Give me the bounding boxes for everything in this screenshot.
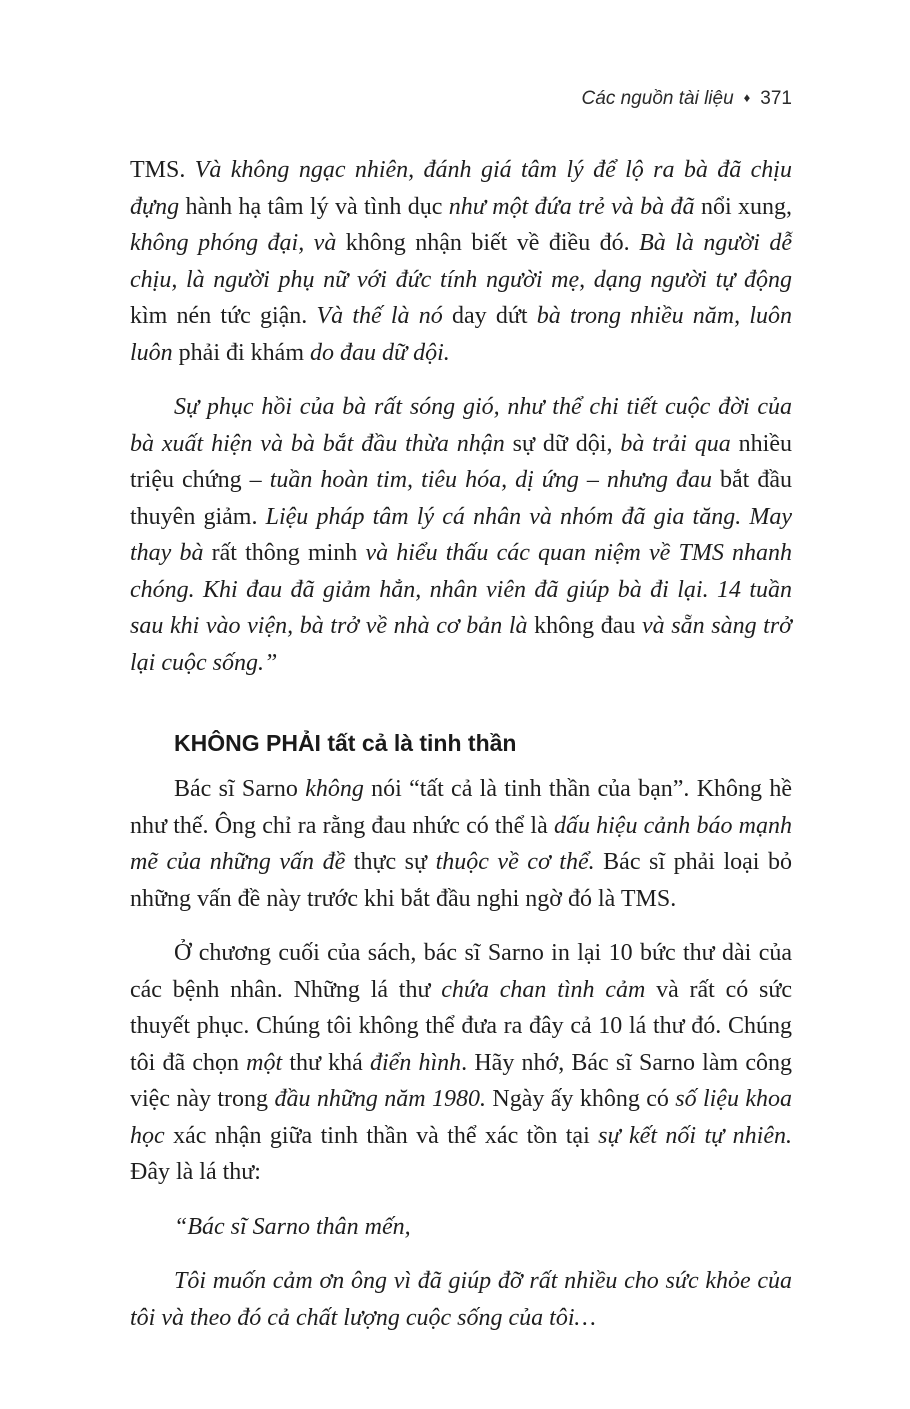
text-run: không nhận biết về điều đó.	[336, 230, 640, 256]
text-run: Bác sĩ Sarno	[174, 776, 306, 802]
text-run: . Hãy nhớ, Bác sĩ Sarno làm công việc này trong	[130, 1049, 792, 1112]
text-run: phải đi khám	[172, 339, 310, 366]
italic-run: dấu hiệu cảnh báo mạnh mẽ của những vấn đề	[130, 812, 792, 875]
page-body	[130, 152, 792, 1336]
italic-run: không	[305, 776, 364, 802]
paragraph-letters	[130, 935, 792, 1191]
italic-run: “Bác sĩ Sarno thân mến,	[174, 1213, 411, 1240]
text-run: xác nhận giữa tinh thần và thể xác tồn tại	[164, 1122, 599, 1149]
text-run: hành hạ tâm lý và tình dục	[179, 193, 449, 220]
text-run: nhiều triệu chứng –	[130, 430, 792, 493]
text-run: nổi xung,	[694, 193, 792, 220]
italic-run: Và không ngạc nhiên, đánh giá tâm lý để lộ ra bà đã chịu đựng	[130, 157, 792, 220]
section-heading: KHÔNG PHẢI tất cả là tinh thần	[174, 730, 517, 756]
italic-run: thuộc về cơ thể.	[435, 849, 595, 875]
diamond-separator-icon: ♦	[743, 90, 751, 105]
italic-run: điển hình	[370, 1049, 462, 1076]
chapter-title: Các nguồn tài liệu	[581, 88, 734, 109]
italic-run: số liệu khoa học	[130, 1086, 792, 1149]
italic-run: Liệu pháp tâm lý cá nhân và nhóm đã gia tăng. May thay bà	[130, 503, 793, 566]
italic-run: tuần hoàn tim, tiêu hóa, dị ứng – nhưng đau	[269, 467, 712, 493]
italic-run: do đau dữ dội.	[309, 339, 450, 366]
running-header	[582, 88, 792, 110]
italic-run: chứa chan tình cảm	[441, 976, 646, 1003]
italic-run: bà trải qua	[620, 430, 731, 457]
italic-run: Sự phục hồi của bà rất sóng gió, như thể chi tiết cuộc đời của bà xuất hiện và bà bắt đầu thừa nhận	[130, 394, 792, 457]
italic-run: sự kết nối tự nhiên.	[598, 1122, 793, 1149]
text-run: bắt đầu thuyên giảm.	[130, 467, 793, 530]
text-run: Bác sĩ phải loại bỏ những vấn đề này trước khi bắt đầu nghi ngờ đó là TMS.	[130, 849, 792, 912]
paragraph-recovery	[130, 389, 792, 681]
page-number: 371	[760, 88, 792, 109]
letter-body	[130, 1263, 792, 1336]
text-run: rất thông minh	[203, 540, 366, 566]
italic-run: đầu những năm 1980.	[274, 1086, 487, 1112]
italic-run: Và thế là nó	[316, 303, 443, 329]
text-run: kìm nén tức giận.	[130, 303, 317, 329]
italic-run: và sẵn sàng trở lại cuộc sống.”	[130, 613, 792, 676]
text-run: TMS.	[130, 157, 195, 183]
paragraph-case-continuation	[130, 152, 792, 371]
text-run: day dứt	[442, 303, 537, 329]
italic-run: không phóng đại, và	[130, 230, 337, 256]
text-run: không đau	[527, 613, 643, 639]
italic-run: như một đứa trẻ và bà đã	[448, 193, 695, 220]
text-run: Đây là lá thư:	[130, 1159, 261, 1185]
italic-run: và hiểu thấu các quan niệm về TMS nhanh chóng. Khi đau đã giảm hẳn, nhân viên đã giúp bà đi lại. 14 tuần sau khi vào viện, bà trở về nhà cơ bản là	[130, 540, 792, 639]
italic-run: Bà là người dễ chịu, là người phụ nữ với đức tính người mẹ, dạng người tự động	[130, 230, 792, 293]
text-run: thực sự	[345, 849, 436, 875]
text-run: Ở chương cuối của sách, bác sĩ Sarno in lại 10 bức thư dài của các bệnh nhân. Những lá thư	[130, 940, 792, 1003]
text-run: sự dữ dội,	[504, 430, 621, 457]
italic-run: Tôi muốn cảm ơn ông vì đã giúp đỡ rất nhiều cho sức khỏe của tôi và theo đó cả chất lượng cuộc sống của tôi…	[130, 1268, 792, 1331]
text-run: nói “tất cả là tinh thần của bạn”. Không hề như thế. Ông chỉ ra rằng đau nhức có thể là	[130, 776, 792, 839]
italic-run: bà trong nhiều năm, luôn luôn	[130, 303, 793, 366]
paragraph-not-all-mental	[130, 771, 792, 917]
italic-run: một	[246, 1049, 283, 1076]
text-run: Ngày ấy không có	[486, 1086, 676, 1112]
letter-greeting	[130, 1209, 792, 1246]
text-run: và rất có sức thuyết phục. Chúng tôi không thể đưa ra đây cả 10 lá thư đó. Chúng tôi đã chọn	[130, 976, 793, 1076]
text-run: thư khá	[282, 1049, 370, 1076]
